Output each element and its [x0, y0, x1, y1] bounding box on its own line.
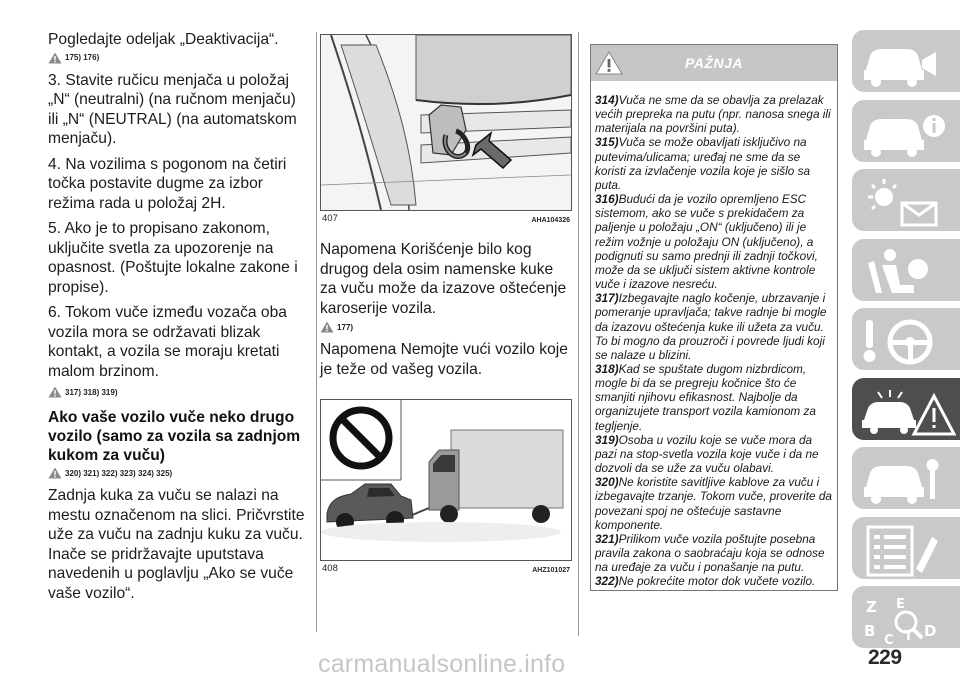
caution-item [595, 135, 833, 192]
caution-item [595, 291, 833, 362]
alphabetical-index-icon [860, 592, 956, 646]
warning-triangle-icon [320, 321, 334, 333]
step-6: 6. Tokom vuče između vozača oba vozila mora se održavati blizak kontakt, a vozila se moraju kretati malom brzinom. [48, 304, 287, 380]
caution-item [595, 574, 833, 588]
caution-item-text: Kad se spuštate dugom nizbrdicom, mogle bi da se pregreju kočnice što će smanjiti njihovu efikasnost. Najbolje da organizujete transport vozila kamionom za tegljenje. [595, 361, 816, 433]
airbag-seat-icon [860, 245, 956, 299]
note-heavier-vehicle: Napomena Nemojte vući vozilo koje je teže od vašeg vozila. [320, 341, 568, 378]
chapter-tab-3[interactable] [852, 169, 960, 231]
reference-marker [320, 321, 572, 333]
caution-item-number: 321) [595, 531, 619, 546]
caution-item-number: 316) [595, 192, 619, 207]
svg-text:Z: Z [866, 598, 877, 616]
car-service-icon [860, 453, 956, 507]
warning-triangle-icon [48, 52, 62, 64]
caution-item-text: Vuča se može obavljati isključivo na putevima/ulicama; uređaj ne sme da se koristi za izvlačenje vozila koje je sišlo sa puta. [595, 135, 811, 192]
caution-item-text: Ne koristite savitljive kablove za vuču i izbegavajte trzanje. Tokom vuče, proverite da povezani spoj ne oštećuje sastavne komponente. [595, 475, 832, 532]
chapter-tab-8[interactable] [852, 517, 960, 579]
caution-item [595, 475, 833, 532]
rear-hook-paragraph: Zadnja kuka za vuču se nalazi na mestu označenom na slici. Pričvrstite uže za vuču na zadnju kuku za vuču. Inače se pridržavajte uputstava navedenih u poglavlju „Ako se vuče vaše vozilo“. [48, 487, 305, 602]
caution-item-text: Prilikom vuče vozila poštujte posebna pravila zakona o saobraćaju koja se odnose na uređaje za vuču i ponašanje na putu. [595, 531, 825, 575]
chapter-tab-5[interactable] [852, 308, 960, 370]
note-body-damage: Napomena Korišćenje bilo kog drugog dela osim namenske kuke za vuču može da izazove oštećenje karoserije vozila. [320, 241, 567, 317]
caution-item [595, 532, 833, 574]
towing-prohibited-illustration [321, 400, 571, 560]
chapter-tab-6[interactable] [852, 378, 960, 440]
caution-header [591, 45, 837, 81]
steering-key-icon [860, 314, 956, 368]
svg-text:B: B [864, 622, 876, 640]
figure-number: 408 [322, 563, 338, 574]
figure-code: AHZ101027 [532, 567, 570, 574]
caution-item [595, 362, 833, 433]
svg-text:C: C [884, 633, 894, 646]
caution-item-number: 314) [595, 93, 619, 107]
svg-text:D: D [924, 622, 937, 640]
svg-text:E: E [896, 597, 905, 612]
caution-item-number: 320) [595, 475, 619, 490]
chapter-tab-9[interactable] [852, 586, 960, 648]
chapter-tab-4[interactable] [852, 239, 960, 301]
caution-item [595, 433, 833, 475]
figure-caption [320, 211, 572, 224]
column-divider [578, 32, 579, 636]
reference-numbers: 320) 321) 322) 323) 324) 325) [65, 468, 173, 478]
warning-triangle-icon [48, 467, 62, 479]
car-dashboard-icon [860, 36, 956, 90]
caution-item-number: 317) [595, 291, 619, 306]
caution-item-text: Ne pokrećite motor dok vučete vozilo. [618, 574, 816, 589]
figure-code: AHA104326 [531, 217, 570, 224]
chapter-tab-1[interactable] [852, 30, 960, 92]
caution-item-text: Osoba u vozilu koje se vuče mora da pazi na stop-svetla vozila koje vuče i da ne dozvoli da se uže za vuču olabavi. [595, 432, 819, 476]
rear-hook-illustration [321, 35, 571, 210]
caution-box [590, 44, 838, 591]
caution-item-number: 315) [595, 135, 619, 150]
reference-numbers: 177) [337, 322, 354, 332]
step-4: 4. Na vozilima s pogonom na četiri točka postavite dugme za izbor režima rada u položaj 2H. [48, 155, 287, 212]
text-column-right [590, 0, 838, 591]
reference-marker [48, 52, 310, 64]
caution-title: PAŽNJA [685, 55, 743, 71]
caution-item-text: Budući da je vozilo opremljeno ESC sistemom, ako se vuče s prekidačem za paljenje u položaju „ON“ (uključeno) ili je režim vožnje u položaju ON (uključeno), a podignuti su samo prednji ili zadnji točkovi, može da se uključi sistem aktivne kontrole vuče i izazove nesreću. [595, 192, 818, 292]
text-column-middle [320, 0, 572, 574]
step-3: 3. Stavite ručicu menjača u položaj „N“ (neutralni) (na ručnom menjaču) ili „N“ (NEUTRAL) (na automatskom menjaču). [48, 71, 297, 147]
chapter-tab-2[interactable] [852, 100, 960, 162]
caution-item-number: 319) [595, 432, 619, 447]
reference-numbers: 317) 318) 319) [65, 387, 118, 397]
chapter-tab-7[interactable] [852, 447, 960, 509]
caution-list [591, 81, 837, 590]
section-heading: Ako vaše vozilo vuče neko drugo vozilo (samo za vozila sa zadnjom kukom za vuču) [48, 409, 301, 464]
reference-marker [48, 467, 310, 479]
car-info-icon [860, 106, 956, 160]
caution-item-number: 318) [595, 361, 619, 376]
warning-triangle-icon [48, 386, 62, 398]
figure-caption [320, 561, 572, 574]
caution-item [595, 192, 833, 291]
figure-407 [320, 34, 572, 211]
warning-lights-icon [860, 175, 956, 229]
caution-item-text: Izbegavajte naglo kočenje, ubrzavanje i pomeranje upravljača; takve radnje bi mogle da izazovu oštećenja kuke ili užeta za vuču. To bi mogло da prouzroči i povrede ljudi koji se nalaze u blizini. [595, 291, 827, 362]
figure-408 [320, 399, 572, 561]
column-divider [316, 32, 317, 632]
caution-item-text: Vuča ne sme da se obavlja za prelazak većih prepreka na putu (npr. nanosa snega ili materijala na površini puta). [595, 93, 831, 136]
svg-text:T: T [904, 629, 913, 644]
caution-item [595, 93, 833, 135]
intro-text: Pogledajte odeljak „Deaktivacija“. [48, 31, 279, 48]
caution-item-number: 322) [595, 574, 619, 589]
step-5: 5. Ako je to propisano zakonom, uključite svetla za upozorenje na opasnost. (Poštujte lokalne zakone i propise). [48, 220, 298, 296]
watermark: carmanualsonline.info [318, 650, 566, 678]
reference-marker [48, 386, 310, 398]
emergency-car-icon [860, 384, 956, 438]
text-column-left [48, 0, 310, 603]
page-number: 229 [868, 646, 902, 669]
reference-numbers: 175) 176) [65, 53, 100, 62]
specifications-list-icon [860, 523, 956, 577]
figure-number: 407 [322, 213, 338, 224]
